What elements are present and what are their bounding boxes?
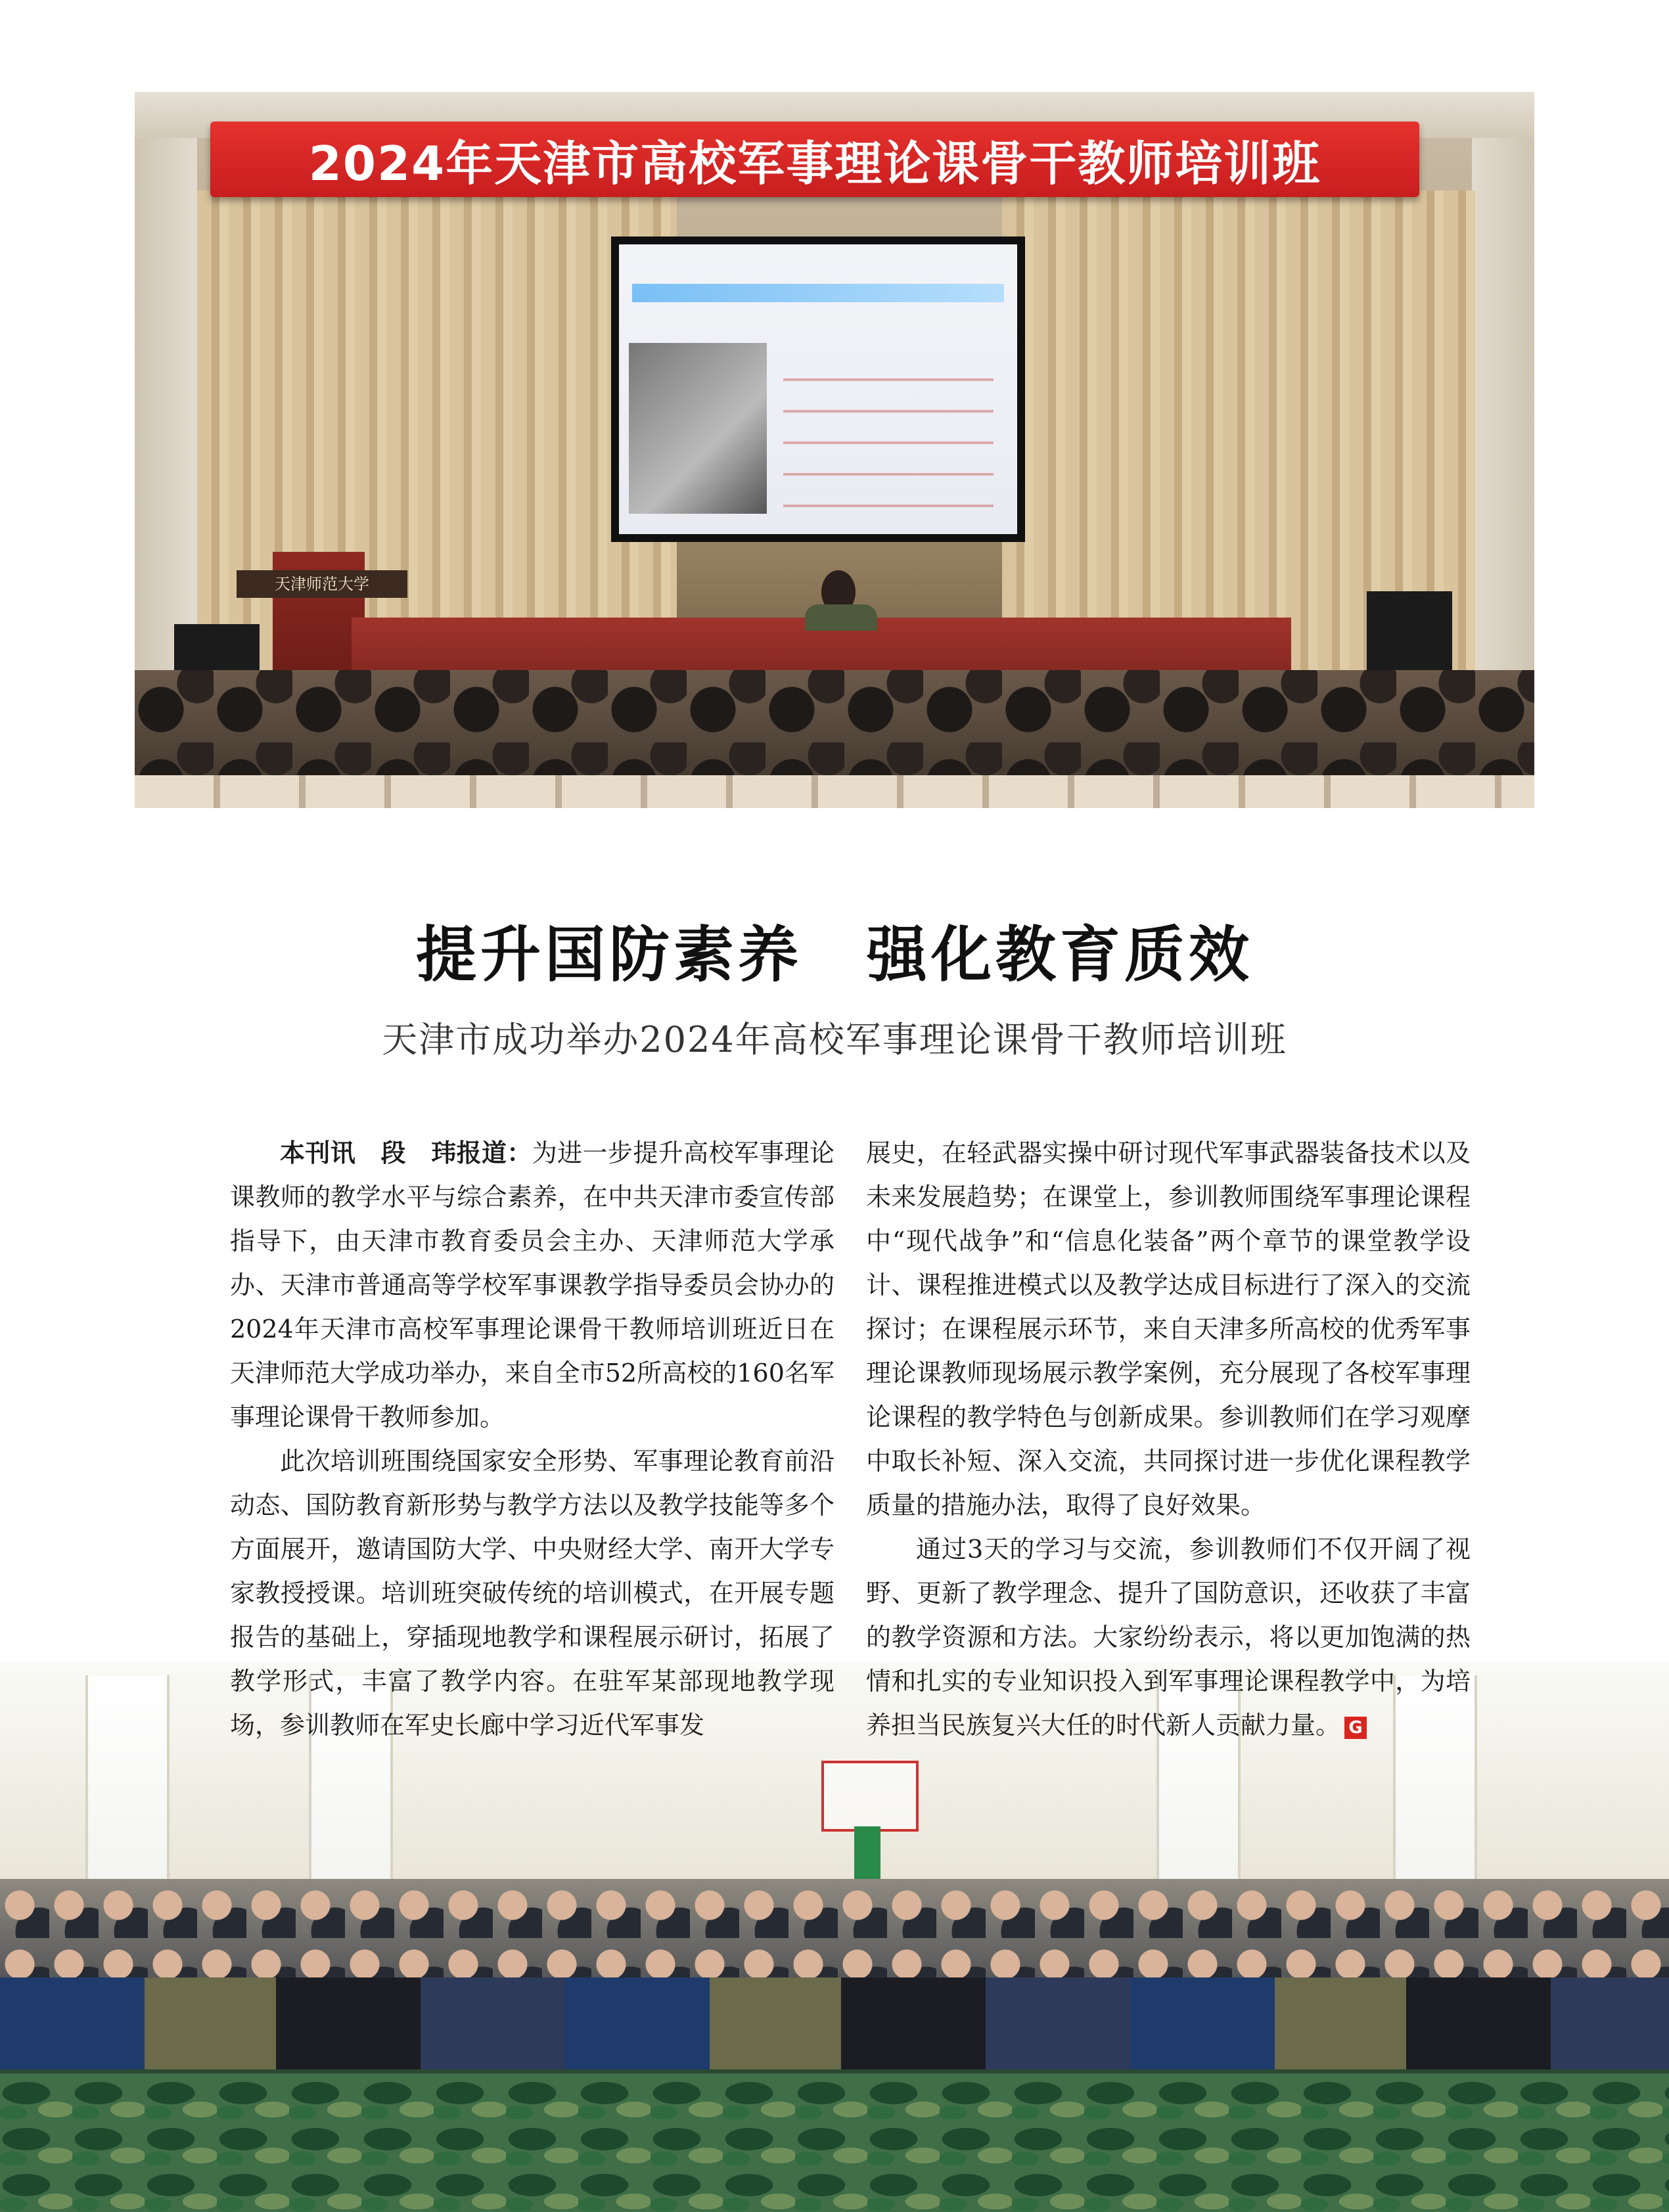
- basketball-hoop: [821, 1761, 919, 1832]
- slide-photo: [629, 343, 767, 514]
- end-mark-icon: G: [1344, 1717, 1367, 1739]
- chair-row: [135, 775, 1534, 808]
- article-subtitle: 天津市成功举办2024年高校军事理论课骨干教师培训班: [382, 1019, 1287, 1060]
- camouflage-table: [0, 2069, 1669, 2212]
- projection-screen: [611, 237, 1025, 542]
- lecture-hall-photo: [135, 92, 1534, 808]
- article-title: 提升国防素养 强化教育质效: [415, 920, 1253, 990]
- paragraph-continued: 展史，在轻武器实操中研讨现代军事武器装备技术以及未来发展趋势；在课堂上，参训教师围绕军事理论课程中“现代战争”和“信息化装备”两个章节的课堂教学设计、课程推进模式以及教学达成目标进行了深入的交流探讨；在课程展示环节，来自天津多所高校的优秀军事理论课教师现场展示教学案例，充分展现了各校军事理论课程的教学特色与创新成果。参训教师们在学习观摩中取长补短、深入交流，共同探讨进一步优化课程教学质量的措施办法，取得了良好效果。: [866, 1139, 1471, 1520]
- slide-title-bar: [632, 284, 1004, 302]
- presentation-slide: [619, 244, 1017, 534]
- wall-right: [1472, 138, 1534, 729]
- article-column-right: [866, 1131, 1471, 1748]
- paragraph: [866, 1527, 1471, 1748]
- lecturer-body: [805, 604, 877, 631]
- paragraph: [230, 1131, 834, 1439]
- front-row-people: [0, 1977, 1669, 2076]
- red-banner: 2024年天津市高校军事理论课骨干教师培训班: [210, 122, 1419, 197]
- article-column-left: [230, 1131, 834, 1748]
- byline: 本刊讯 段 玮报道：: [280, 1139, 532, 1167]
- paragraph: 此次培训班围绕国家安全形势、军事理论教育前沿动态、国防教育新形势与教学方法以及教学技能等多个方面展开，邀请国防大学、中央财经大学、南开大学专家教授授课。培训班突破传统的培训模式，在开展专题报告的基础上，穿插现地教学和课程展示研讨，拓展了教学形式，丰富了教学内容。在驻军某部现地教学现场，参训教师在军史长廊中学习近代军事发: [230, 1447, 834, 1740]
- slide-text-lines: [783, 363, 994, 507]
- podium-sign: 天津师范大学: [237, 570, 407, 598]
- paragraph-text: 通过3天的学习与交流，参训教师们不仅开阔了视野、更新了教学理念、提升了国防意识，还收获了丰富的教学资源和方法。大家纷纷表示，将以更加饱满的热情和扎实的专业知识投入到军事理论课程教学中，为培养担当民族复兴大任的时代新人贡献力量。: [866, 1535, 1471, 1740]
- paragraph-text: 为进一步提升高校军事理论课教师的教学水平与综合素养，在中共天津市委宣传部指导下，由天津市教育委员会主办、天津师范大学承办、天津市普通高等学校军事课教学指导委员会协办的2024年天津市高校军事理论课骨干教师培训班近日在天津师范大学成功举办，来自全市52所高校的160名军事理论课骨干教师参加。: [230, 1139, 834, 1432]
